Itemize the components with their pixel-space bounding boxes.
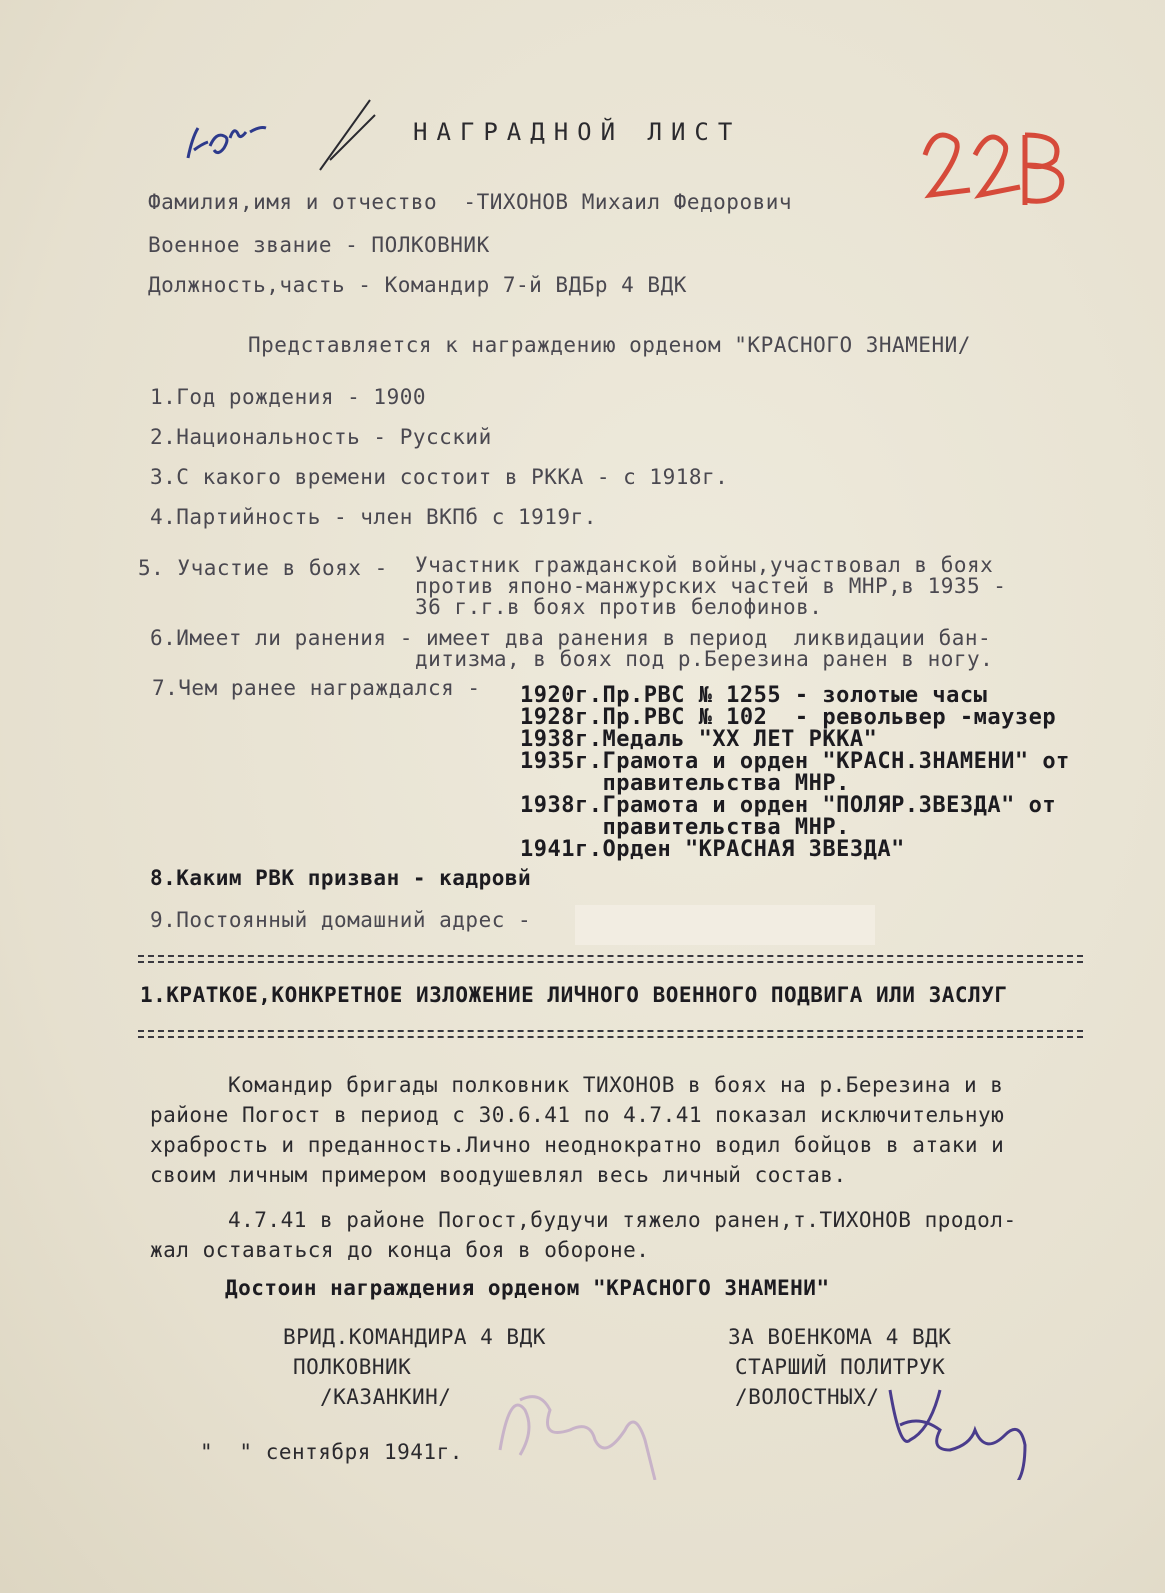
- redacted-address: [575, 905, 875, 945]
- item-nationality: 2.Национальность - Русский: [150, 425, 492, 449]
- merit-paragraph-line: районе Погост в период с 30.6.41 по 4.7.41 показал исключительную: [150, 1103, 1005, 1127]
- item-party: 4.Партийность - член ВКПб с 1919г.: [150, 505, 597, 529]
- signature-right: [870, 1370, 1060, 1480]
- item-birth-year: 1.Год рождения - 1900: [150, 385, 427, 409]
- handwritten-number-red: [915, 115, 1085, 215]
- item-home-address: 9.Постоянный домашний адрес -: [150, 908, 532, 932]
- item-battles-line-2: против японо-манжурских частей в МНР,в 1935 -: [415, 574, 1007, 598]
- signature-left: [480, 1360, 660, 1480]
- award-line: 1920г.Пр.РВС № 1255 - золотые часы: [520, 683, 988, 708]
- field-rank: Военное звание - ПОЛКОВНИК: [148, 233, 490, 257]
- signatory-right-line-2: СТАРШИЙ ПОЛИТРУК: [735, 1355, 946, 1379]
- item-battles-line-3: 36 г.г.в боях против белофинов.: [415, 595, 823, 619]
- item-battles-line-1: Участник гражданской войны,участвовал в боях: [415, 553, 994, 577]
- item-service-since: 3.С какого времени состоит в РККА - с 1918г.: [150, 465, 729, 489]
- merit-paragraph-line: жал оставаться до конца боя в обороне.: [150, 1238, 650, 1262]
- section-heading: 1.КРАТКОЕ,КОНКРЕТНОЕ ИЗЛОЖЕНИЕ ЛИЧНОГО ВОЕННОГО ПОДВИГА ИЛИ ЗАСЛУГ: [140, 983, 1008, 1007]
- nomination-line: Представляется к награждению орденом "КРАСНОГО ЗНАМЕНИ/: [248, 333, 971, 357]
- merit-paragraph-line: храбрость и преданность.Лично неоднократно водил бойцов в атаки и: [150, 1133, 1005, 1157]
- award-line: 1941г.Орден "КРАСНАЯ ЗВЕЗДА": [520, 837, 905, 862]
- merit-paragraph-line: Командир бригады полковник ТИХОНОВ в боях на р.Березина и в: [228, 1073, 1004, 1097]
- recommendation-line: Достоин награждения орденом "КРАСНОГО ЗНАМЕНИ": [225, 1276, 830, 1300]
- item-wounds-line-2: дитизма, в боях под р.Березина ранен в ногу.: [415, 647, 994, 671]
- handwritten-mark-topleft: [180, 80, 380, 180]
- award-line: 1928г.Пр.РВС № 102 - револьвер -маузер: [520, 705, 1057, 730]
- signatory-left-line-1: ВРИД.КОМАНДИРА 4 ВДК: [283, 1325, 546, 1349]
- signatory-left-line-2: ПОЛКОВНИК: [293, 1355, 412, 1379]
- signatory-left-line-3: /КАЗАНКИН/: [320, 1385, 452, 1409]
- merit-paragraph-line: 4.7.41 в районе Погост,будучи тяжело ранен,т.ТИХОНОВ продол-: [228, 1208, 1017, 1232]
- field-position: Должность,часть - Командир 7-й ВДБр 4 ВДК: [148, 273, 687, 297]
- item-draft-office: 8.Каким РВК призван - кадровй: [150, 866, 532, 890]
- item-awards-label: 7.Чем ранее награждался -: [152, 676, 481, 700]
- merit-paragraph-line: своим личным примером воодушевлял весь личный состав.: [150, 1163, 847, 1187]
- award-line: правительства МНР.: [520, 771, 850, 796]
- award-line: правительства МНР.: [520, 815, 850, 840]
- award-line: 1938г.Грамота и орден "ПОЛЯР.ЗВЕЗДА" от: [520, 793, 1057, 818]
- award-line: 1938г.Медаль "XX ЛЕТ РККА": [520, 727, 878, 752]
- separator-top: [138, 955, 1083, 963]
- document-title: НАГРАДНОЙ ЛИСТ: [413, 118, 742, 146]
- field-full-name: Фамилия,имя и отчество -ТИХОНОВ Михаил Федорович: [148, 190, 793, 214]
- item-wounds-line-1: 6.Имеет ли ранения - имеет два ранения в период ликвидации бан-: [150, 626, 992, 650]
- separator-bottom: [138, 1030, 1083, 1038]
- signatory-right-line-1: ЗА ВОЕНКОМА 4 ВДК: [728, 1325, 952, 1349]
- item-battles-label: 5. Участие в боях -: [138, 556, 388, 580]
- document-date: " " сентября 1941г.: [200, 1440, 463, 1464]
- award-line: 1935г.Грамота и орден "КРАСН.ЗНАМЕНИ" от: [520, 749, 1070, 774]
- signatory-right-line-3: /ВОЛОСТНЫХ/: [735, 1385, 880, 1409]
